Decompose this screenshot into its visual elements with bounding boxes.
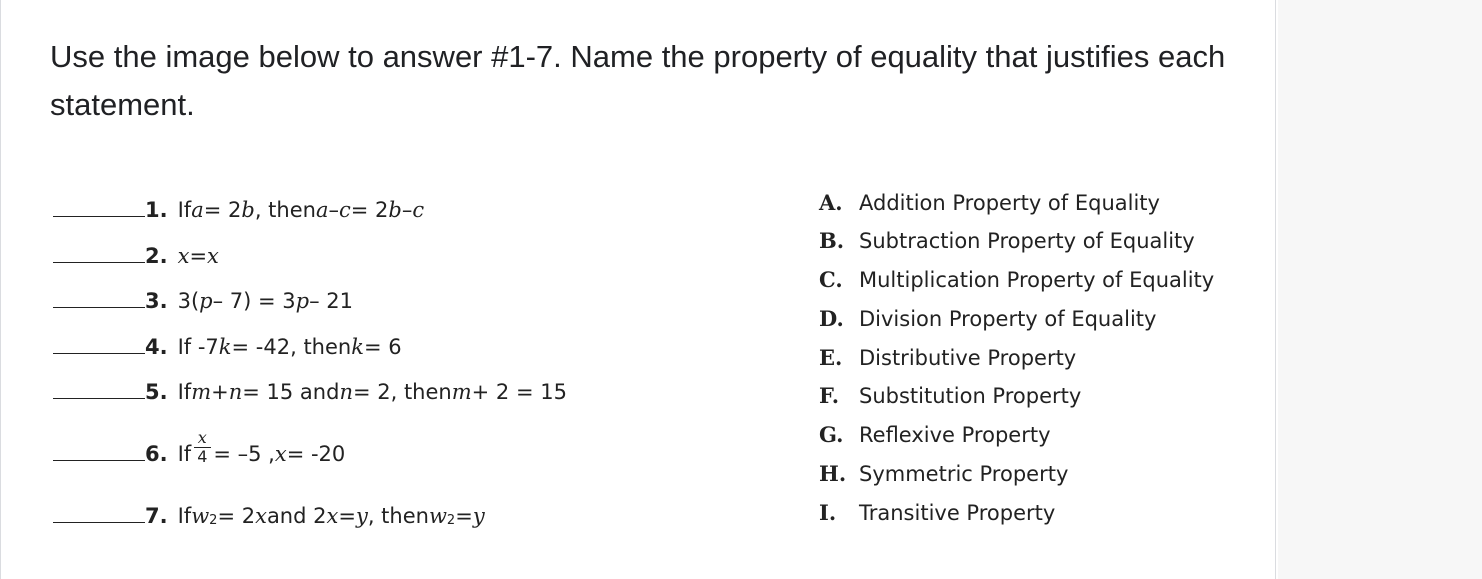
math-var: c (338, 198, 351, 222)
answer-blank (53, 376, 145, 399)
exponent: 2 (446, 513, 456, 528)
math-var: b (388, 198, 402, 222)
option-letter: E. (819, 345, 843, 370)
math-var: x (274, 442, 287, 466)
statement-number: 3. (145, 289, 168, 313)
statement-text: If (177, 380, 192, 404)
option-letter: B. (819, 228, 845, 253)
statement-3 (53, 273, 353, 313)
question-text: Use the image below to answer #1-7. Name the property of equality that justifies each statement. (50, 39, 1226, 122)
statement-text: If (177, 198, 192, 222)
statement-text: – (401, 198, 413, 222)
math-var: p (199, 289, 213, 313)
math-var: m (451, 380, 472, 404)
statement-text: = 2 (217, 504, 256, 528)
option-e (819, 345, 1076, 377)
math-var: w (191, 504, 210, 528)
statement-text: If (177, 504, 192, 528)
statement-number: 4. (145, 335, 168, 359)
statement-text: – (328, 198, 339, 222)
option-letter: A. (819, 190, 843, 215)
fraction (193, 429, 211, 466)
math-var: y (472, 504, 485, 528)
worksheet-image (53, 182, 1243, 542)
option-a (819, 190, 1160, 222)
statement-text: = 2, then (352, 380, 452, 404)
option-b (819, 228, 1195, 260)
statement-text: = -20 (286, 442, 346, 466)
math-var: c (412, 198, 425, 222)
math-var: x (177, 244, 190, 268)
answer-blank (53, 331, 145, 354)
statement-2 (53, 228, 219, 268)
option-letter: G. (819, 422, 844, 447)
statement-7 (53, 488, 485, 528)
option-letter: C. (819, 267, 843, 292)
statement-number: 5. (145, 380, 168, 404)
option-label: Multiplication Property of Equality (859, 268, 1215, 292)
statement-6 (53, 424, 345, 466)
option-label: Transitive Property (859, 501, 1056, 525)
math-var: k (218, 335, 232, 359)
option-h (819, 461, 1068, 493)
statement-text: = 6 (363, 335, 402, 359)
math-var: p (295, 289, 310, 313)
statement-text: = 2 (350, 198, 389, 222)
option-label: Symmetric Property (859, 462, 1069, 486)
option-d (819, 306, 1156, 338)
answer-blank (53, 500, 145, 523)
fraction-numerator: x (194, 429, 211, 448)
math-var: y (355, 504, 368, 528)
option-letter: I. (819, 500, 837, 525)
option-letter: F. (819, 383, 840, 408)
option-letter: D. (819, 306, 844, 331)
math-var: w (428, 504, 447, 528)
option-f (819, 383, 1081, 415)
statement-5 (53, 364, 567, 404)
statement-text: , then (367, 504, 429, 528)
math-var: a (191, 198, 204, 222)
option-label: Substitution Property (859, 384, 1082, 408)
math-var: b (241, 198, 255, 222)
statement-text: = –5 , (213, 442, 275, 466)
statement-number: 2. (145, 244, 168, 268)
statement-text: = -42, then (231, 335, 352, 359)
math-var: x (326, 504, 339, 528)
option-label: Subtraction Property of Equality (859, 229, 1195, 253)
statement-text: = 15 and (242, 380, 340, 404)
statement-text: = (189, 244, 208, 268)
statement-number: 6. (145, 442, 168, 466)
fraction-denominator: 4 (197, 447, 208, 466)
option-g (819, 422, 1051, 454)
statement-text: 3( (177, 289, 200, 313)
statement-1 (53, 182, 424, 222)
option-letter: H. (819, 461, 847, 486)
option-label: Addition Property of Equality (859, 191, 1160, 215)
side-panel (1278, 0, 1482, 579)
statement-text: , then (254, 198, 316, 222)
math-var: m (191, 380, 212, 404)
statement-number: 1. (145, 198, 168, 222)
answer-blank (53, 285, 145, 308)
math-var: a (315, 198, 329, 222)
answer-blank (53, 438, 145, 461)
statement-text: = (338, 504, 356, 528)
statement-text: If (177, 442, 192, 466)
option-label: Distributive Property (859, 346, 1077, 370)
math-var: n (339, 380, 353, 404)
statement-4 (53, 319, 402, 359)
option-c (819, 267, 1214, 299)
statement-text: = (455, 504, 473, 528)
math-var: k (351, 335, 364, 359)
option-label: Division Property of Equality (859, 307, 1157, 331)
math-var: n (228, 380, 243, 404)
answer-blank (53, 240, 145, 263)
option-i (819, 500, 1055, 532)
statement-text: + 2 = 15 (471, 380, 567, 404)
statement-text: and 2 (266, 504, 327, 528)
answer-blank (53, 194, 145, 217)
statement-text: – 7) = 3 (212, 289, 296, 313)
statement-text: = 2 (203, 198, 242, 222)
statement-number: 7. (145, 504, 168, 528)
exponent: 2 (209, 513, 218, 528)
math-var: x (255, 504, 267, 528)
statement-text: – 21 (309, 289, 354, 313)
option-label: Reflexive Property (859, 423, 1051, 447)
statement-text: + (211, 380, 229, 404)
statement-text: If -7 (177, 335, 219, 359)
math-var: x (207, 244, 219, 268)
